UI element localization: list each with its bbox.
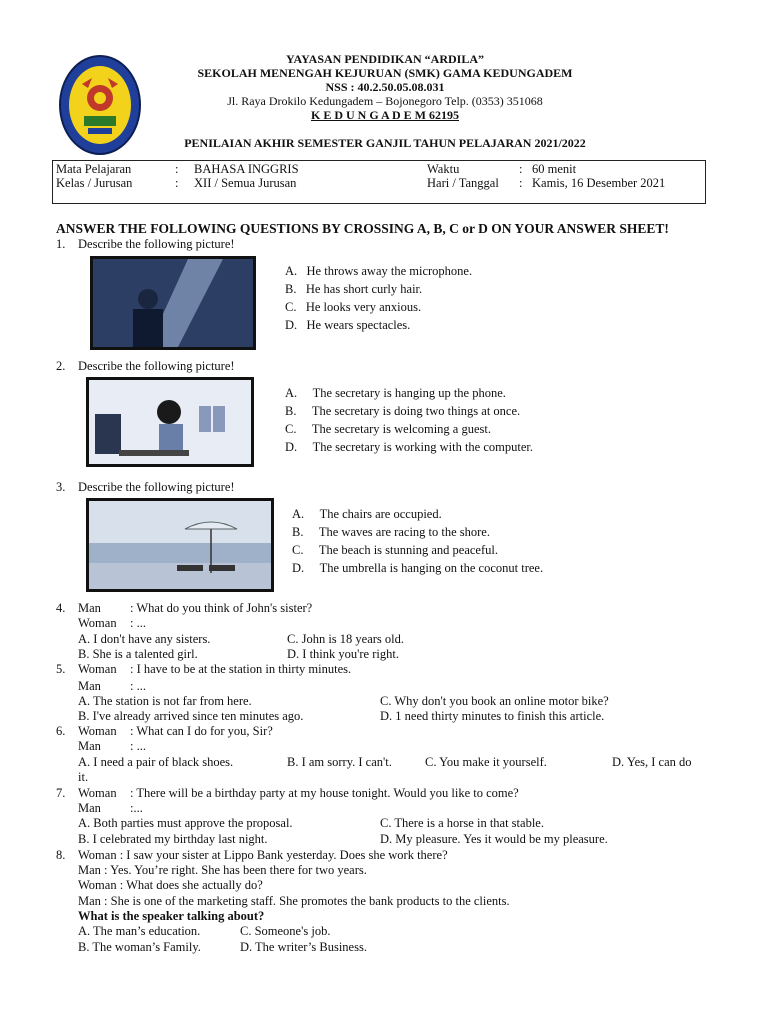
class-label: Kelas / Jurusan [56,176,133,190]
option-c: C. There is a horse in that stable. [380,816,544,830]
speaker: Woman [78,662,117,676]
dialog-line: Woman : What does she actually do? [78,878,263,892]
option-c: C. The beach is stunning and peaceful. [292,543,498,557]
dialog-line: Woman : I saw your sister at Lippo Bank yesterday. Does she work there? [78,848,448,862]
colon: : [519,162,523,176]
dialog-line: : What can I do for you, Sir? [130,724,273,738]
colon: : [175,176,179,190]
school-nss: NSS : 40.2.50.05.08.031 [325,80,445,94]
dialog-line: : ... [130,679,146,693]
dialog-line: : There will be a birthday party at my house tonight. Would you like to come? [130,786,519,800]
option-b: B. I celebrated my birthday last night. [78,832,268,846]
option-a: A. He throws away the microphone. [285,264,473,278]
subject-value: BAHASA INGGRIS [194,162,299,176]
question-number: 3. [56,480,66,494]
question-text: Describe the following picture! [78,359,235,373]
option-b: B. I am sorry. I can't. [287,755,392,769]
school-city: K E D U N G A D E M 62195 [310,108,459,122]
foundation-name: YAYASAN PENDIDIKAN “ARDILA” [285,52,485,66]
question-prompt: What is the speaker talking about? [78,909,265,923]
question-number: 8. [56,848,66,862]
option-c: C. John is 18 years old. [287,632,405,646]
dialog-line: Man : Yes. You’re right. She has been there for two years. [78,863,367,877]
question-text: Describe the following picture! [78,237,235,251]
option-d: D. The writer’s Business. [240,940,367,954]
date-value: Kamis, 16 Desember 2021 [532,176,666,190]
option-b: B. I've already arrived since ten minutes ago. [78,709,304,723]
dialog-line: : I have to be at the station in thirty minutes. [130,662,352,676]
option-a: A. The secretary is hanging up the phone. [285,386,506,400]
option-d-continued: it. [78,770,89,784]
question-text: Describe the following picture! [78,480,235,494]
school-name: SEKOLAH MENENGAH KEJURUAN (SMK) GAMA KEDUNGADEM [197,66,573,80]
option-a: A. I need a pair of black shoes. [78,755,234,769]
dialog-line: : ... [130,616,146,630]
dialog-line: : ... [130,739,146,753]
colon: : [175,162,179,176]
option-b: B. The secretary is doing two things at once. [285,404,521,418]
time-label: Waktu [427,162,460,176]
option-d: D. The umbrella is hanging on the coconut tree. [292,561,544,575]
question-number: 6. [56,724,66,738]
exam-title: PENILAIAN AKHIR SEMESTER GANJIL TAHUN PELAJARAN 2021/2022 [184,136,586,150]
option-d: D. Yes, I can do [612,755,692,769]
beach-photo [86,498,274,592]
option-a: A. Both parties must approve the proposal. [78,816,293,830]
instruction: ANSWER THE FOLLOWING QUESTIONS BY CROSSING A, B, C or D ON YOUR ANSWER SHEET! [56,221,669,236]
option-d: D. He wears spectacles. [285,318,411,332]
option-c: C. Someone's job. [240,924,331,938]
speaker: Woman [78,724,117,738]
speaker: Man [78,679,101,693]
speaker: Woman [78,786,117,800]
option-c: C. He looks very anxious. [285,300,422,314]
time-value: 60 menit [532,162,577,176]
option-b: B. The waves are racing to the shore. [292,525,490,539]
speaker: Man [78,739,101,753]
dialog-line: Man : She is one of the marketing staff. She promotes the bank products to the clients. [78,894,510,908]
option-a: A. The man’s education. [78,924,201,938]
dialog-line: : What do you think of John's sister? [130,601,313,615]
colon: : [519,176,523,190]
option-b: B. She is a talented girl. [78,647,198,661]
question-number: 2. [56,359,66,373]
option-b: B. He has short curly hair. [285,282,423,296]
speaker: Man [78,601,101,615]
subject-label: Mata Pelajaran [56,162,132,176]
option-d: D. I think you're right. [287,647,399,661]
date-label: Hari / Tanggal [427,176,499,190]
option-a: A. The chairs are occupied. [292,507,442,521]
singer-photo [90,256,256,350]
option-c: C. The secretary is welcoming a guest. [285,422,491,436]
option-a: A. I don't have any sisters. [78,632,211,646]
option-c: C. You make it yourself. [425,755,547,769]
option-d: D. The secretary is working with the computer. [285,440,533,454]
question-number: 7. [56,786,66,800]
option-c: C. Why don't you book an online motor bike? [380,694,609,708]
dialog-line: :... [130,801,143,815]
option-d: D. My pleasure. Yes it would be my pleasure. [380,832,608,846]
school-address: Jl. Raya Drokilo Kedungadem – Bojonegoro Telp. (0353) 351068 [227,94,543,108]
question-number: 1. [56,237,66,251]
option-b: B. The woman’s Family. [78,940,201,954]
question-number: 4. [56,601,66,615]
class-value: XII / Semua Jurusan [194,176,297,190]
question-number: 5. [56,662,66,676]
speaker: Man [78,801,101,815]
option-d: D. 1 need thirty minutes to finish this article. [380,709,605,723]
secretary-photo [86,377,254,467]
speaker: Woman [78,616,117,630]
option-a: A. The station is not far from here. [78,694,252,708]
